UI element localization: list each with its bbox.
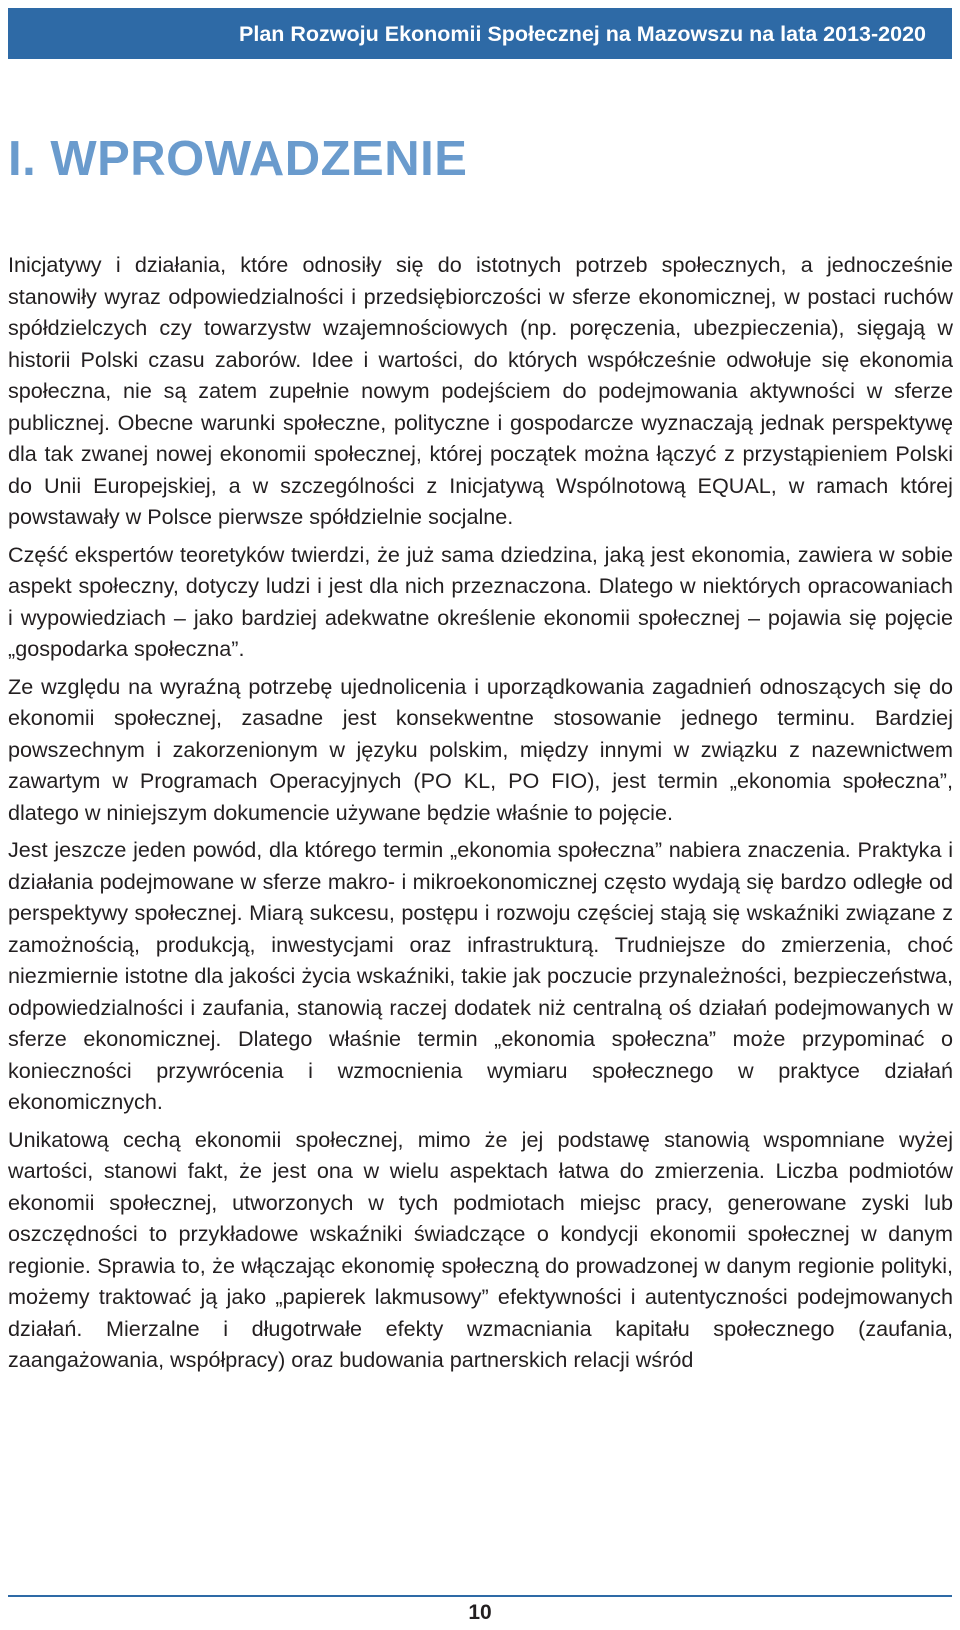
section-title: I. WPROWADZENIE: [8, 132, 468, 186]
header-bar: [8, 8, 952, 59]
page-number: 10: [468, 1601, 492, 1624]
paragraph-4: Jest jeszcze jeden powód, dla którego termin „ekonomia społeczna” nabiera znaczenia. Praktyka i działania podejmowane w sferze makro- i mikroekonomicznej często wydają się bardzo odległe od perspektywy społecznej. Miarą sukcesu, postępu i rozwoju częściej stają się wskaźniki związane z zamożnością, produkcją, inwestycjami oraz infrastrukturą. Trudniejsze do zmierzenia, choć niezmiernie istotne dla jakości życia wskaźniki, takie jak poczucie przynależności, bezpieczeństwa, odpowiedzialności i zaufania, stanowią raczej dodatek niż centralną oś działań podejmowanych w sferze ekonomicznej. Dlatego właśnie termin „ekonomia społeczna” może przypominać o konieczności przywrócenia i wzmocnienia wymiaru społecznego w praktyce działań ekonomicznych.: [8, 837, 953, 1114]
paragraph-3: Ze względu na wyraźną potrzebę ujednolicenia i uporządkowania zagadnień odnoszących się do ekonomii społecznej, zasadne jest konsekwentne stosowanie jednego terminu. Bardziej powszechnym i zakorzenionym w języku polskim, między innymi w związku z nazewnictwem zawartym w Programach Operacyjnych (PO KL, PO FIO), jest termin „ekonomia społeczna”, dlatego w niniejszym dokumencie używane będzie właśnie to pojęcie.: [8, 673, 953, 825]
paragraph-1: Inicjatywy i działania, które odnosiły się do istotnych potrzeb społecznych, a jednocześnie stanowiły wyraz odpowiedzialności i przedsiębiorczości w sferze ekonomicznej, w postaci ruchów spółdzielczych czy towarzystw wzajemnościowych (np. poręczenia, ubezpieczenia), sięgają w historii Polski czasu zaborów. Idee i wartości, do których współcześnie odwołuje się ekonomia społeczna, nie są zatem zupełnie nowym podejściem do podejmowania aktywności w sferze publicznej. Obecne warunki społeczne, polityczne i gospodarcze wyznaczają jednak perspektywę dla tak zwanej nowej ekonomii społecznej, której początek można łączyć z przystąpieniem Polski do Unii Europejskiej, a w szczególności z Inicjatywą Wspólnotową EQUAL, w ramach której powstawały w Polsce pierwsze spółdzielnie socjalne.: [8, 252, 953, 529]
body-text: [8, 249, 953, 1382]
paragraph-5: Unikatową cechą ekonomii społecznej, mimo że jej podstawę stanowią wspomniane wyżej wartości, stanowi fakt, że jest ona w wielu aspektach łatwa do zmierzenia. Liczba podmiotów ekonomii społecznej, utworzonych w tych podmiotach miejsc pracy, generowane zyski lub oszczędności to przykładowe wskaźniki świadczące o kondycji ekonomii społecznej w danym regionie. Sprawia to, że włączając ekonomię społeczną do prowadzonej w danym regionie polityki, możemy traktować ją jako „papierek lakmusowy” efektywności i autentyczności podejmowanych działań. Mierzalne i długotrwałe efekty wzmacniania kapitału społecznego (zaufania, zaangażowania, współpracy) oraz budowania partnerskich relacji wśród: [8, 1126, 953, 1372]
footer-divider: [8, 1595, 952, 1597]
paragraph-2: Część ekspertów teoretyków twierdzi, że już sama dziedzina, jaką jest ekonomia, zawiera w sobie aspekt społeczny, dotyczy ludzi i jest dla nich przeznaczona. Dlatego w niektórych opracowaniach i wypowiedziach – jako bardziej adekwatne określenie ekonomii społecznej – pojawia się pojęcie „gospodarka społeczna”.: [8, 541, 953, 661]
document-header-title: Plan Rozwoju Ekonomii Społecznej na Mazowszu na lata 2013-2020: [239, 22, 926, 46]
